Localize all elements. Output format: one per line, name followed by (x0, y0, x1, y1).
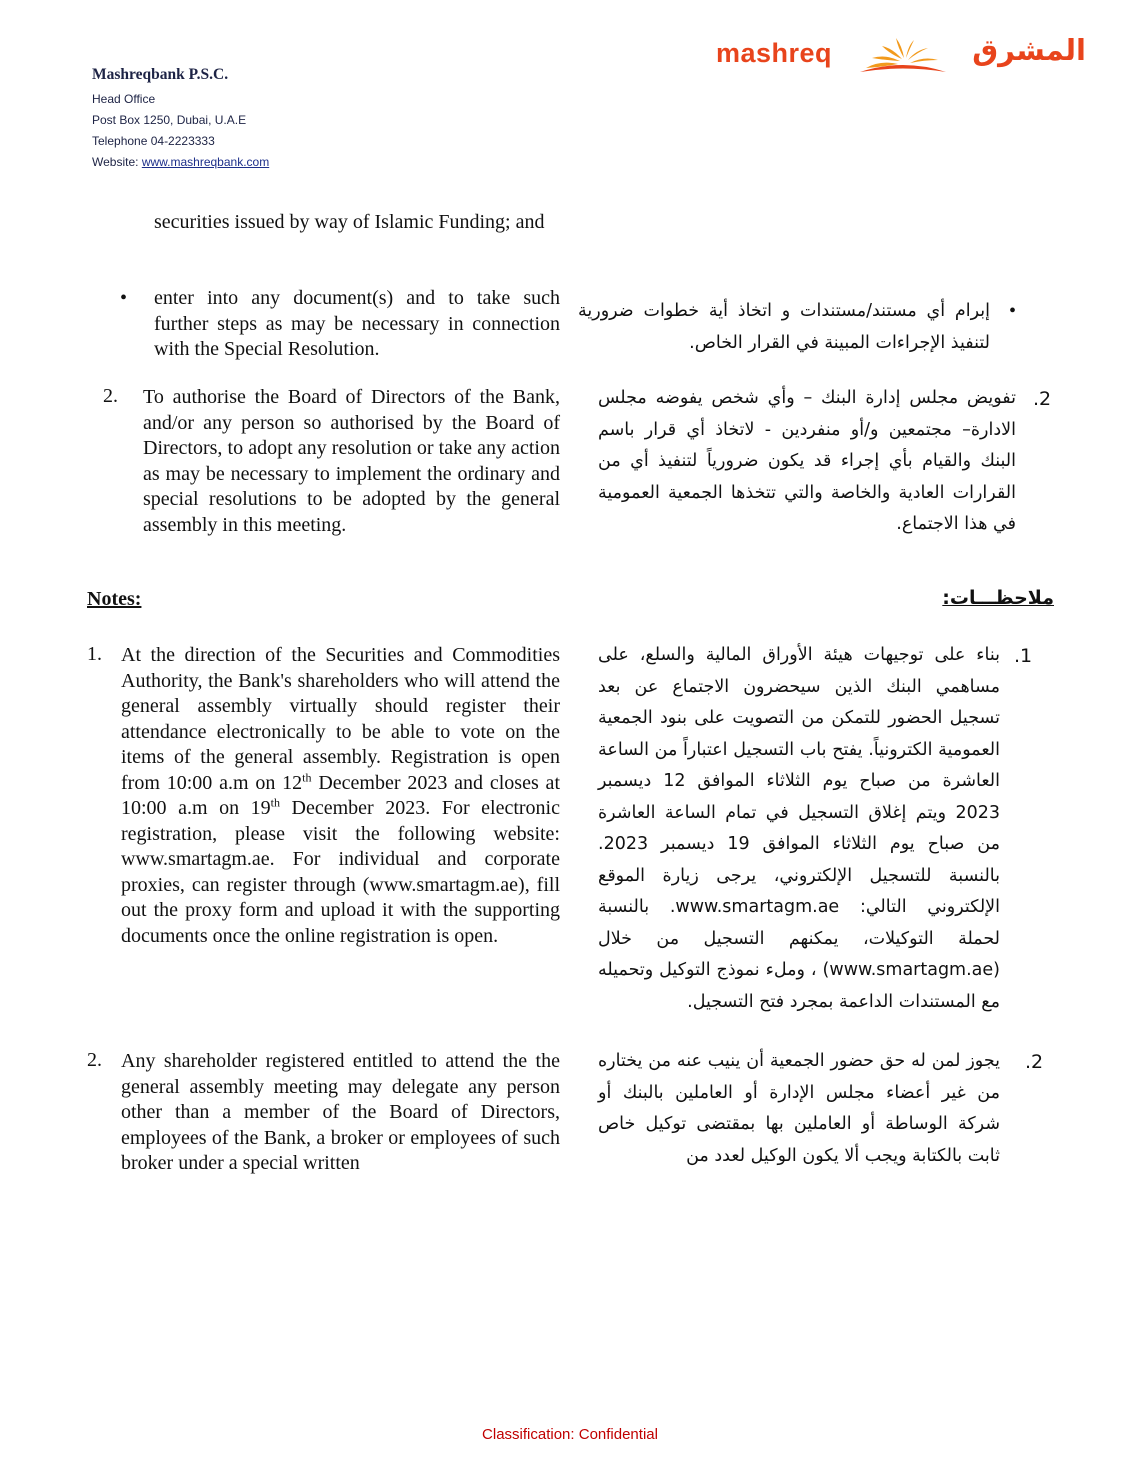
logo-english: mashreq (716, 38, 833, 68)
ar-item-2-authorise-board: تفويض مجلس إدارة البنك – وأي شخص يفوضه مجلس الادارة– مجتمعين و/أو منفردين - لاتخاذ أي قرار باسم البنك والقيام بأي إجراء قد يكون ضرورياً لتنفيذ أي من القرارات العادية والخاصة والتي تتخذها الجمعية العمومية في هذا الاجتماع. (598, 388, 1016, 534)
website-link[interactable]: www.mashreqbank.com (141, 155, 270, 169)
website-line (92, 152, 269, 173)
en-note-1-part-c: December 2023. For electronic registration, please visit the following website: www.smartagm.ae. For individual and corporate proxies, can register through (www.smartagm.ae), fill out the proxy form and upload it with the supporting documents once the online registration is open. (121, 797, 560, 947)
notes-heading-ar: ملاحظـــات: (942, 587, 1054, 609)
company-name: Mashreqbank P.S.C. (92, 66, 229, 83)
en-note-1-sup-1: th (302, 769, 312, 784)
en-item-2-number: 2. (103, 385, 118, 407)
en-islamic-funding-continuation: securities issued by way of Islamic Funding; and (154, 211, 545, 233)
postal-address: Post Box 1250, Dubai, U.A.E (92, 113, 247, 127)
website-label: Website: (92, 155, 142, 169)
telephone: Telephone 04-2223333 (92, 134, 215, 148)
ar-note-1-number: .1 (1014, 645, 1033, 667)
en-note-1-part-a: At the direction of the Securities and Commodities Authority, the Bank's shareholders who will attend the general assembly virtually should register their attendance electronically to be able to vote on the items of the general assembly. Registration is open from 10:00 a.m on 12 (121, 644, 560, 794)
ar-item-2-number: .2 (1033, 388, 1052, 410)
logo-arabic: المشرق (972, 33, 1086, 67)
ar-note-1-registration: بناء على توجيهات هيئة الأوراق المالية والسلع، على مساهمي البنك الذين سيحضرون الاجتماع عن بعد تسجيل الحضور للتمكن من التصويت على بنود الجمعية العمومية الكترونياً. يفتح باب التسجيل اعتباراً من الساعة العاشرة من صباح يوم الثلاثاء الموافق 12 ديسمبر 2023 ويتم إغلاق التسجيل في تمام الساعة العاشرة من صباح يوم الثلاثاء الموافق 19 ديسمبر 2023. بالنسبة للتسجيل الإلكتروني، يرجى زيارة الموقع الإلكتروني التالي: www.smartagm.ae. بالنسبة لحملة التوكيلات، يمكنهم التسجيل من خلال (www.smartagm.ae) ، وملء نموذج التوكيل وتحميله مع المستندات الداعمة بمجرد فتح التسجيل. (598, 645, 1000, 1012)
en-note-1-part-b: December 2023 and closes at 10:00 a.m on 19 (121, 771, 560, 819)
ar-note-2-number: .2 (1025, 1051, 1044, 1073)
letterhead (92, 66, 269, 173)
head-office: Head Office (92, 92, 156, 106)
notes-heading-en: Notes: (87, 588, 142, 610)
en-item-2-authorise-board: To authorise the Board of Directors of the Bank, and/or any person so authorised by the Board of Directors, to adopt any resolution or take any action as may be necessary to implement the ordinary and special resolutions to be adopted by the general assembly in this meeting. (143, 386, 560, 536)
en-note-1-number: 1. (87, 643, 102, 665)
classification-footer: Classification: Confidential (482, 1426, 658, 1443)
en-bullet-marker: • (120, 287, 128, 309)
ar-bullet-marker: • (1009, 300, 1017, 322)
en-note-1-sup-2: th (270, 795, 280, 810)
en-note-2-proxy-delegation: Any shareholder registered entitled to attend the the general assembly meeting may delegate any person other than a member of the Board of Directors, employees of the Bank, a broker or employees of such broker under a special written (121, 1050, 560, 1174)
ar-note-2-proxy-delegation: يجوز لمن له حق حضور الجمعية أن ينيب عنه من يختاره من غير أعضاء مجلس الإدارة أو العاملين بالبنك أو شركة الوساطة أو العاملين بها بمقتضى توكيل خاص ثابت بالكتابة ويجب ألا يكون الوكيل لعدد من (598, 1051, 1000, 1166)
ar-bullet-special-resolution: إبرام أي مستند/مستندات و اتخاذ أية خطوات ضرورية لتنفيذ الإجراءات المبينة في القرار الخاص. (578, 301, 990, 353)
sun-rays-icon (858, 34, 948, 76)
mashreq-logo (716, 33, 1086, 78)
en-note-1-registration (121, 643, 560, 949)
en-bullet-special-resolution: enter into any document(s) and to take such further steps as may be necessary in connection with the Special Resolution. (154, 287, 560, 360)
en-note-2-number: 2. (87, 1049, 102, 1071)
